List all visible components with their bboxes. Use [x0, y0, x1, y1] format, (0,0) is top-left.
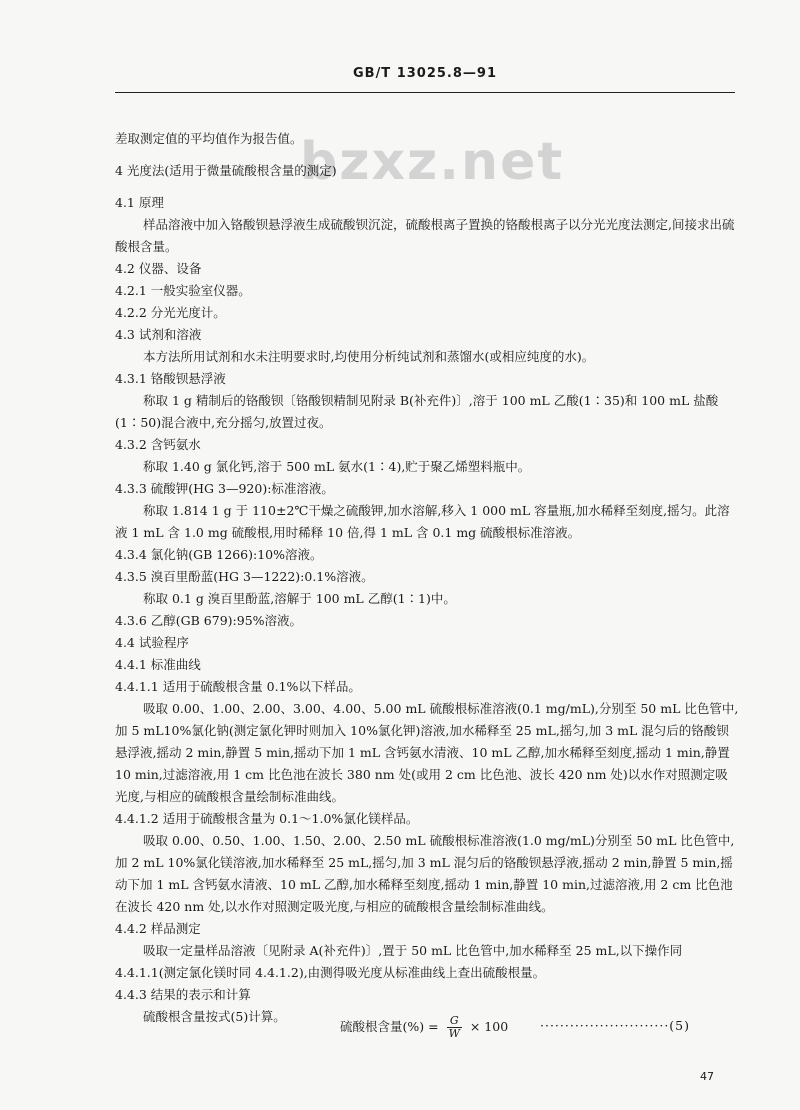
- body-paragraph: 称取 1 g 精制后的铬酸钡〔铬酸钡精制见附录 B(补充件)〕,溶于 100 mL 乙酸(1∶35)和 100 mL 盐酸(1∶50)混合液中,充分摇匀,放置过夜。: [115, 393, 719, 430]
- section-heading: 4.3.3 硫酸钾(HG 3—920):标准溶液。: [115, 481, 334, 496]
- header-rule: [115, 92, 735, 93]
- document-body: [115, 128, 740, 1028]
- section-heading: 4.4 试验程序: [115, 635, 189, 650]
- body-paragraph: 称取 0.1 g 溴百里酚蓝,溶解于 100 mL 乙醇(1∶1)中。: [143, 591, 456, 606]
- formula-denominator: W: [448, 1027, 460, 1040]
- section-heading: 4.3.5 溴百里酚蓝(HG 3—1222):0.1%溶液。: [115, 569, 374, 584]
- body-paragraph: 吸取 0.00、0.50、1.00、1.50、2.00、2.50 mL 硫酸根标准溶液(1.0 mg/mL)分别至 50 mL 比色管中,加 2 mL 10%氯化镁溶液,加水稀释至 25 mL,摇匀,加 3 mL 混匀后的铬酸钡悬浮液,摇动 2 min,静置 5 min,摇动下加 1 mL 含钙氨水清液、10 mL 乙醇,加水稀释至刻度,摇动 1 min,静置 10 min,过滤溶液,用 2 cm 比色池在波长 420 nm 处,以水作对照测定吸光度,与相应的硫酸根含量绘制标准曲线。: [115, 833, 735, 914]
- section-heading: 4.3.2 含钙氨水: [115, 437, 201, 452]
- standard-code-header: GB/T 13025.8—91: [352, 66, 498, 81]
- section-heading: 4.2.2 分光光度计。: [115, 305, 226, 320]
- body-paragraph: 称取 1.40 g 氯化钙,溶于 500 mL 氨水(1∶4),贮于聚乙烯塑料瓶中。: [143, 459, 531, 474]
- formula-rhs: × 100: [469, 1019, 509, 1034]
- watermark-logo: bzxz.net: [300, 132, 565, 192]
- section-heading: 差取测定值的平均值作为报告值。: [115, 131, 303, 146]
- body-paragraph: 硫酸根含量按式(5)计算。: [143, 1009, 286, 1024]
- section-heading: 4.4.2 样品测定: [115, 921, 201, 936]
- body-paragraph: 样品溶液中加入铬酸钡悬浮液生成硫酸钡沉淀，硫酸根离子置换的铬酸根离子以分光光度法测定,间接求出硫酸根含量。: [115, 217, 735, 254]
- section-heading: 4.4.1.2 适用于硫酸根含量为 0.1～1.0%氯化镁样品。: [115, 811, 419, 826]
- section-heading: 4.3.6 乙醇(GB 679):95%溶液。: [115, 613, 303, 628]
- formula-5: [340, 1015, 508, 1040]
- formula-numerator: G: [447, 1015, 462, 1028]
- section-heading: 4.3 试剂和溶液: [115, 327, 202, 342]
- body-paragraph: 吸取一定量样品溶液〔见附录 A(补充件)〕,置于 50 mL 比色管中,加水稀释至 25 mL,以下操作同 4.4.1.1(测定氯化镁时同 4.4.1.2),由测得吸光度从标准曲线上查出硫酸根量。: [115, 943, 683, 980]
- section-heading: 4.4.1.1 适用于硫酸根含量 0.1%以下样品。: [115, 679, 361, 694]
- section-heading: 4 光度法(适用于微量硫酸根含量的测定): [115, 163, 337, 178]
- section-heading: 4.3.4 氯化钠(GB 1266):10%溶液。: [115, 547, 323, 562]
- page-number: 47: [700, 1070, 714, 1083]
- section-heading: 4.2.1 一般实验室仪器。: [115, 283, 251, 298]
- body-paragraph: 称取 1.814 1 g 于 110±2℃干燥之硫酸钾,加水溶解,移入 1 000 mL 容量瓶,加水稀释至刻度,摇匀。此溶液 1 mL 含 1.0 mg 硫酸根,用时稀释 10 倍,得 1 mL 含 0.1 mg 硫酸根标准溶液。: [115, 503, 730, 540]
- formula-lhs: 硫酸根含量(%) =: [340, 1019, 439, 1034]
- section-heading: 4.4.1 标准曲线: [115, 657, 201, 672]
- body-paragraph: 本方法所用试剂和水未注明要求时,均使用分析纯试剂和蒸馏水(或相应纯度的水)。: [143, 349, 595, 364]
- equation-number: ··························(5): [540, 1018, 691, 1033]
- section-heading: 4.4.3 结果的表示和计算: [115, 987, 251, 1002]
- body-paragraph: 吸取 0.00、1.00、2.00、3.00、4.00、5.00 mL 硫酸根标准溶液(0.1 mg/mL),分别至 50 mL 比色管中,加 5 mL10%氯化钠(测定氯化钾时则加入 10%氯化钾)溶液,加水稀释至 25 mL,摇匀,加 3 mL 混匀后的铬酸钡悬浮液,摇动 2 min,静置 5 min,摇动下加 1 mL 含钙氨水清液、10 mL 乙醇,加水稀释至刻度,摇动 1 min,静置 10 min,过滤溶液,用 1 cm 比色池在波长 380 nm 处(或用 2 cm 比色池、波长 420 nm 处)以水作对照测定吸光度,与相应的硫酸根含量绘制标准曲线。: [115, 701, 739, 804]
- section-heading: 4.1 原理: [115, 195, 164, 210]
- section-heading: 4.3.1 铬酸钡悬浮液: [115, 371, 226, 386]
- formula-fraction: [447, 1015, 462, 1040]
- section-heading: 4.2 仪器、设备: [115, 261, 202, 276]
